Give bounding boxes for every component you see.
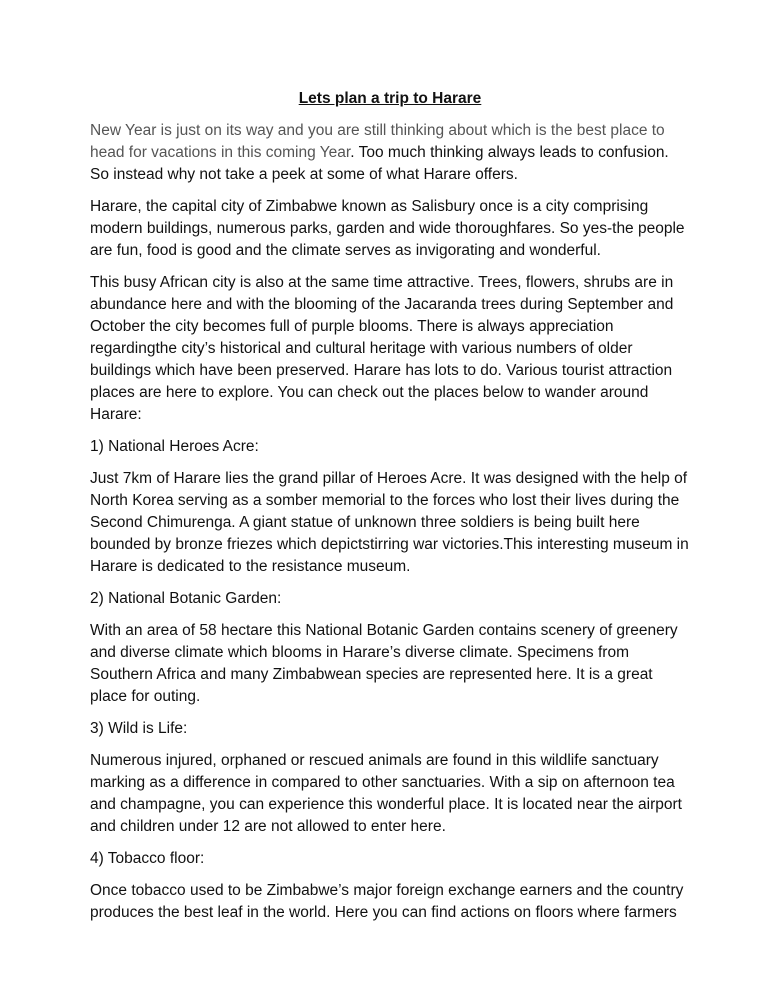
section-heading-heroes-acre: 1) National Heroes Acre:: [90, 438, 259, 455]
page-title: Lets plan a trip to Harare: [298, 90, 482, 107]
document-page: [90, 88, 690, 934]
busy-city-paragraph: This busy African city is also at the same time attractive. Trees, flowers, shrubs are in abundance here and with the blooming of the Jacaranda trees during September and October the city becomes full of purple blooms. There is always appreciation regardingthe city’s historical and cultural heritage with various numbers of older buildings which have been preserved. Harare has lots to do. Various tourist attraction places are here to explore. You can check out the places below to wander around Harare:: [90, 274, 674, 423]
intro-paragraph: [90, 120, 690, 186]
section-heading-wild-is-life: 3) Wild is Life:: [90, 720, 188, 737]
section-body-heroes-acre: Just 7km of Harare lies the grand pillar of Heroes Acre. It was designed with the help of North Korea serving as a somber memorial to the forces who lost their lives during the Second Chimurenga. A giant statue of unknown three soldiers is being built here bounded by bronze friezes which depictstirring war victories.This interesting museum in Harare is dedicated to the resistance museum.: [90, 470, 689, 575]
capital-paragraph: Harare, the capital city of Zimbabwe known as Salisbury once is a city comprising modern buildings, numerous parks, garden and wide thoroughfares. So yes-the people are fun, food is good and the climate serves as invigorating and wonderful.: [90, 198, 685, 259]
intro-grey-text: New Year is just on its way and you are still thinking about which is the best place to head for vacations in this coming Year: [90, 122, 665, 161]
section-heading-tobacco-floor: 4) Tobacco floor:: [90, 850, 205, 867]
section-body-tobacco-floor: Once tobacco used to be Zimbabwe’s major foreign exchange earners and the country produces the best leaf in the world. Here you can find actions on floors where farmers: [90, 882, 684, 921]
section-body-wild-is-life: Numerous injured, orphaned or rescued animals are found in this wildlife sanctuary marking as a difference in compared to other sanctuaries. With a sip on afternoon tea and champagne, you can experience this wonderful place. It is located near the airport and children under 12 are not allowed to enter here.: [90, 752, 682, 835]
section-body-botanic-garden: With an area of 58 hectare this National Botanic Garden contains scenery of greenery and diverse climate which blooms in Harare’s diverse climate. Specimens from Southern Africa and many Zimbabwean species are represented here. It is a great place for outing.: [90, 622, 678, 705]
intro-black-text: . Too much thinking always leads to confusion. So instead why not take a peek at some of what Harare offers.: [90, 144, 669, 183]
section-heading-botanic-garden: 2) National Botanic Garden:: [90, 590, 282, 607]
